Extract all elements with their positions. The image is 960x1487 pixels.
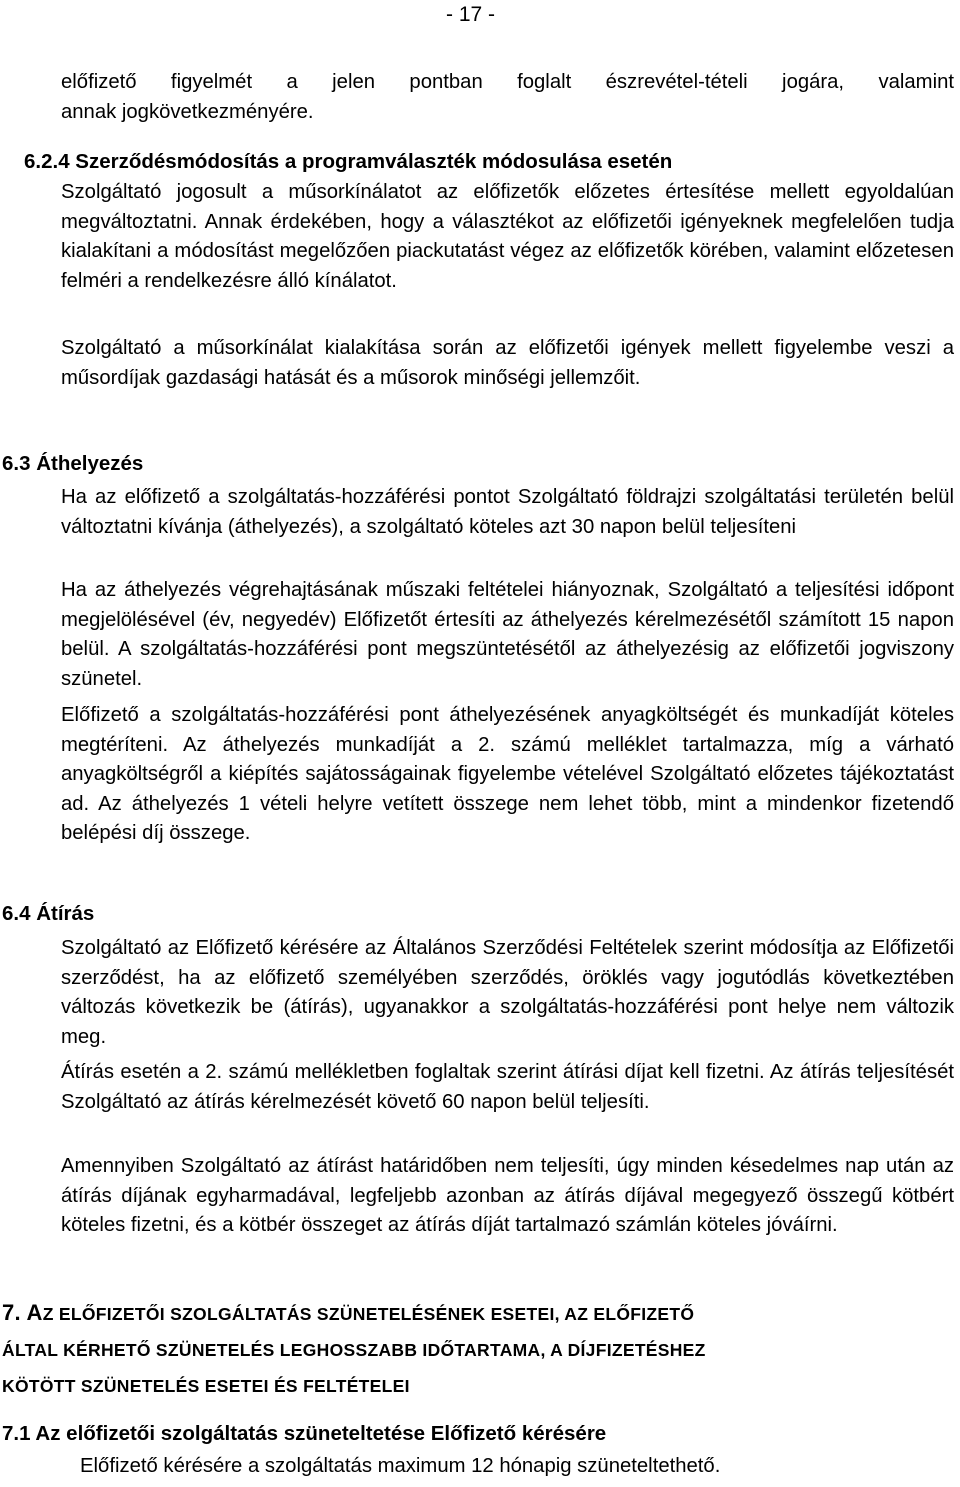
intro-paragraph: [61, 68, 954, 127]
intro-line-1: előfizető figyelmét a jelen pontban foglalt észrevétel-tételi jogára, valamint: [61, 71, 954, 93]
section-6-4-heading: 6.4 Átírás: [2, 902, 95, 925]
section-7-1-heading: 7.1 Az előfizetői szolgáltatás szüneteltetése Előfizető kérésére: [2, 1422, 607, 1445]
intro-line-2: annak jogkövetkezményére.: [61, 100, 314, 123]
section-6-2-4-heading: 6.2.4 Szerződésmódosítás a programválaszték módosulása esetén: [24, 150, 673, 173]
section-6-3-body-3: [61, 701, 954, 849]
section-6-3-body-1: [61, 483, 954, 542]
section-6-3-heading: 6.3 Áthelyezés: [2, 452, 144, 475]
section-6-4-paragraph-2: Átírás esetén a 2. számú mellékletben foglaltak szerint átírási díjat kell fizetni. Az átírás teljesítését Szolgáltató az átírás kérelmezését követő 60 napon belül teljesíti.: [61, 1061, 954, 1113]
section-6-4-body-1: [61, 934, 954, 1052]
section-6-3-paragraph-3: Előfizető a szolgáltatás-hozzáférési pont áthelyezésének anyagköltségét és munkadíját köteles megtéríteni. Az áthelyezés munkadíját a 2. számú melléklet tartalmazza, míg a várható anyagköltségről a kiépítés sajátosságainak figyelembe vételével Szolgáltató előzetes tájékoztatást ad. Az áthelyezés 1 vételi helyre vetített összege nem lehet több, mint a mindenkor fizetendő belépési díj összege.: [61, 704, 954, 844]
section-7-1-body: [80, 1452, 954, 1482]
chapter-7-line-2: ÁLTAL KÉRHETŐ SZÜNETELÉS LEGHOSSZABB IDŐTARTAMA, A DÍJFIZETÉSHEZ: [2, 1340, 706, 1360]
section-6-3-paragraph-1: Ha az előfizető a szolgáltatás-hozzáférési pontot Szolgáltató földrajzi szolgáltatási területén belül változtatni kívánja (áthelyezés), a szolgáltató köteles azt 30 napon belül teljesíteni: [61, 486, 954, 538]
section-6-4-paragraph-1: Szolgáltató az Előfizető kérésére az Általános Szerződési Feltételek szerint módosítja az Előfizetői szerződést, ha az előfizető személyében szerződés, öröklés vagy jogutódlás következtében változás következik be (átírás), ugyanakkor a szolgáltatás-hozzáférési pont helye nem változik meg.: [61, 937, 954, 1048]
chapter-7-line-3: KÖTÖTT SZÜNETELÉS ESETEI ÉS FELTÉTELEI: [2, 1376, 410, 1396]
section-6-2-4-paragraph-2: Szolgáltató a műsorkínálat kialakítása során az előfizetői igények mellett figyelembe veszi a műsordíjak gazdasági hatását és a műsorok minőségi jellemzőit.: [61, 337, 954, 389]
section-6-2-4-body-2: [61, 334, 954, 393]
section-6-2-4-body: [61, 178, 954, 296]
section-6-3-paragraph-2: Ha az áthelyezés végrehajtásának műszaki feltételei hiányoznak, Szolgáltató a teljesítési időpont megjelölésével (év, negyedév) Előfizetőt értesíti az áthelyezés kérelmezésétől számított 15 napon belül. A szolgáltatás-hozzáférési pont megszüntetésétől az áthelyezésig az előfizetői jogviszony szünetel.: [61, 579, 954, 690]
chapter-7-line-1: Z ELŐFIZETŐI SZOLGÁLTATÁS SZÜNETELÉSÉNEK ESETEI, AZ ELŐFIZETŐ: [42, 1304, 695, 1324]
page-number: - 17 -: [446, 3, 496, 26]
chapter-7-heading: [2, 1295, 960, 1404]
section-6-3-body-2: [61, 576, 954, 694]
section-6-2-4-paragraph-1: Szolgáltató jogosult a műsorkínálatot az előfizetők előzetes értesítése mellett egyoldalúan megváltoztatni. Annak érdekében, hogy a választékot az előfizetői igényeknek megfelelően tudja kialakítani a módosítást megelőzően piackutatást végez az előfizetők körében, valamint előzetesen felméri a rendelkezésre álló kínálatot.: [61, 181, 954, 292]
section-6-4-body-3: [61, 1152, 954, 1241]
chapter-7-number: 7. A: [2, 1300, 43, 1325]
section-6-4-body-2: [61, 1058, 954, 1117]
section-7-1-paragraph-1: Előfizető kérésére a szolgáltatás maximum 12 hónapig szüneteltethető.: [80, 1455, 721, 1477]
section-6-4-paragraph-3: Amennyiben Szolgáltató az átírást határidőben nem teljesíti, úgy minden késedelmes nap után az átírás díjának egyharmadával, legfeljebb azonban az átírás díjával megegyező összegű kötbért köteles fizetni, és a kötbér összeget az átírás díját tartalmazó számlán köteles jóváírni.: [61, 1155, 954, 1236]
